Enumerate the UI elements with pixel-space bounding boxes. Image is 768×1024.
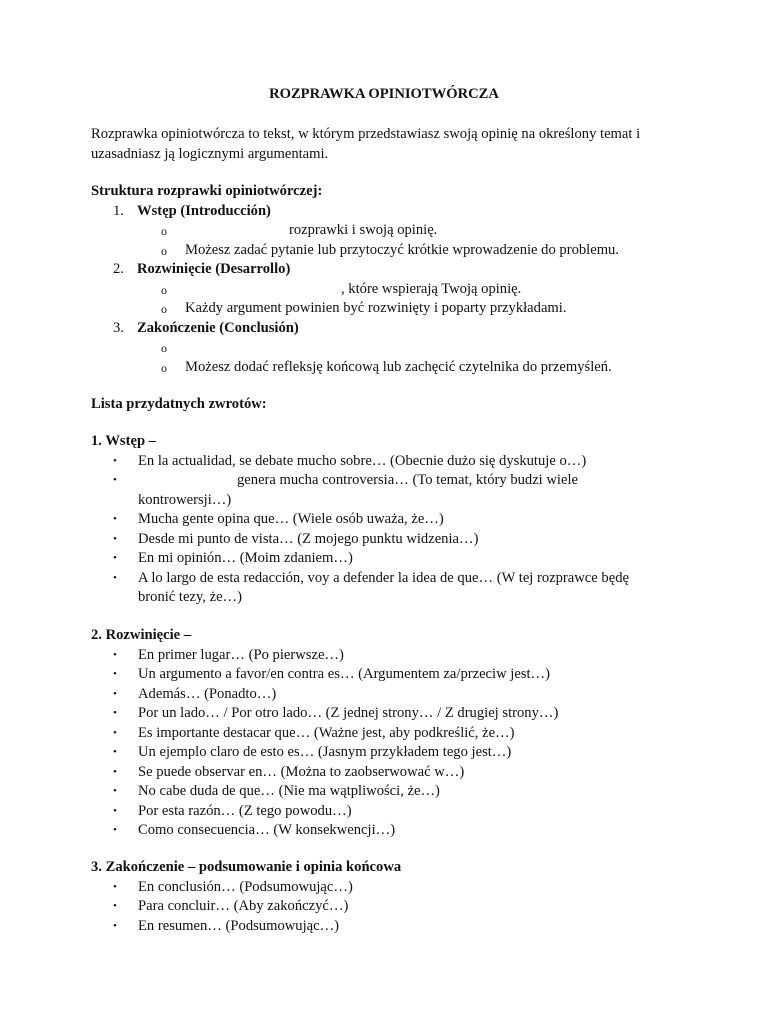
sub-marker: o	[161, 282, 167, 297]
bullet: •	[113, 900, 117, 912]
phrase-item	[91, 549, 691, 569]
intro-line-2: uzasadniasz ją logicznymi argumentami.	[91, 146, 329, 162]
phrase-item	[91, 878, 691, 898]
section-heading: 2. Rozwinięcie –	[91, 627, 192, 643]
section-heading: 1. Wstęp –	[91, 433, 157, 449]
structure-item-3	[91, 319, 691, 339]
phrase-text: Además… (Ponadto…)	[138, 685, 277, 702]
phrase-text: En resumen… (Podsumowując…)	[138, 917, 340, 934]
phrase-text: Desde mi punto de vista… (Z mojego punktu widzenia…)	[138, 530, 479, 547]
structure-item-3-sub-2	[91, 358, 691, 378]
section-heading: 3. Zakończenie – podsumowanie i opinia końcowa	[91, 859, 402, 875]
sub-text: , które wspierają Twoją opinię.	[341, 280, 522, 297]
phrase-item	[91, 802, 691, 822]
phrase-text-continued: bronić tezy, że…)	[138, 589, 242, 605]
section-conclusion	[91, 858, 691, 936]
item-number: 1.	[113, 202, 124, 219]
sub-marker: o	[161, 243, 167, 258]
item-number: 3.	[113, 319, 124, 336]
phrase-item	[91, 569, 691, 608]
phrase-text: En conclusión… (Podsumowując…)	[138, 878, 353, 895]
item-label: Rozwinięcie (Desarrollo)	[137, 261, 291, 277]
section-body	[91, 626, 691, 841]
phrase-text: En primer lugar… (Po pierwsze…)	[138, 646, 344, 663]
phrase-item	[91, 917, 691, 937]
bullet: •	[113, 707, 117, 719]
bullet: •	[113, 532, 117, 545]
phrase-text: Un ejemplo claro de esto es… (Jasnym przykładem tego jest…)	[138, 744, 512, 760]
bullet: •	[113, 785, 117, 797]
phrase-text: Por esta razón… (Z tego powodu…)	[138, 802, 352, 819]
document-title: ROZPRAWKA OPINIOTWÓRCZA	[269, 86, 499, 102]
bullet: •	[113, 474, 117, 486]
phrase-item	[91, 471, 691, 510]
sub-marker: o	[161, 341, 167, 355]
bullet: •	[113, 824, 117, 836]
structure-item-1-sub-2	[91, 241, 691, 261]
item-number: 2.	[113, 261, 124, 277]
phrase-text: genera mucha controversia… (To temat, który budzi wiele	[237, 472, 578, 488]
bullet: •	[113, 880, 117, 893]
bullet: •	[113, 648, 117, 661]
phrase-text: En la actualidad, se debate mucho sobre… (Obecnie dużo się dyskutuje o…)	[138, 452, 587, 469]
bullet: •	[113, 804, 117, 817]
phrase-text: A lo largo de esta redacción, voy a defender la idea de que… (W tej rozprawce będę	[138, 569, 629, 586]
phrase-item	[91, 646, 691, 666]
phrase-item	[91, 530, 691, 550]
sub-text: Każdy argument powinien być rozwinięty i poparty przykładami.	[185, 300, 567, 316]
structure-heading: Struktura rozprawki opiniotwórczej:	[91, 183, 323, 199]
sub-text: rozprawki i swoją opinię.	[289, 222, 438, 238]
bullet: •	[113, 454, 117, 467]
phrase-text: Se puede observar en… (Można to zaobserwować w…)	[138, 763, 465, 780]
bullet: •	[113, 552, 117, 564]
phrase-item	[91, 685, 691, 705]
phrase-item	[91, 897, 691, 917]
structure-item-1-sub-1	[91, 221, 691, 241]
phrase-item	[91, 665, 691, 685]
phrase-item	[91, 452, 691, 472]
phrase-item	[91, 743, 691, 763]
sub-text: Możesz zadać pytanie lub przytoczyć krótkie wprowadzenie do problemu.	[185, 241, 619, 258]
bullet: •	[113, 919, 117, 932]
phrase-text: En mi opinión… (Moim zdaniem…)	[138, 550, 353, 566]
item-label: Zakończenie (Conclusión)	[137, 319, 299, 336]
section-intro	[91, 432, 691, 608]
phrases-heading: Lista przydatnych zwrotów:	[91, 396, 267, 412]
structure-item-2-sub-2	[91, 299, 691, 319]
phrase-text: Como consecuencia… (W konsekwencji…)	[138, 822, 396, 838]
bullet: •	[113, 726, 117, 739]
bullet: •	[113, 513, 117, 525]
phrase-item	[91, 724, 691, 744]
item-label: Wstęp (Introducción)	[137, 202, 271, 219]
bullet: •	[113, 571, 117, 584]
bullet: •	[113, 687, 117, 700]
structure-item-2	[91, 260, 691, 280]
intro-line-1: Rozprawka opiniotwórcza to tekst, w którym przedstawiasz swoją opinię na określony temat i	[91, 126, 641, 142]
phrase-text: Para concluir… (Aby zakończyć…)	[138, 898, 349, 914]
phrase-text-continued: kontrowersji…)	[138, 491, 232, 508]
intro-paragraph	[91, 124, 691, 164]
phrase-text: No cabe duda de que… (Nie ma wątpliwości, że…)	[138, 783, 440, 799]
sub-marker: o	[161, 302, 167, 316]
phrase-item	[91, 821, 691, 841]
structure-item-2-sub-1	[91, 280, 691, 300]
phrase-text: Mucha gente opina que… (Wiele osób uważa, że…)	[138, 511, 444, 527]
structure-item-3-sub-1	[91, 338, 691, 358]
bullet: •	[113, 765, 117, 778]
sub-marker: o	[161, 224, 167, 238]
phrase-item	[91, 704, 691, 724]
phrase-item	[91, 763, 691, 783]
phrase-item	[91, 782, 691, 802]
bullet: •	[113, 668, 117, 680]
phrase-text: Un argumento a favor/en contra es… (Argumentem za/przeciw jest…)	[138, 666, 550, 682]
sub-text: Możesz dodać refleksję końcową lub zachęcić czytelnika do przemyśleń.	[185, 358, 612, 375]
phrase-text: Es importante destacar que… (Ważne jest, aby podkreślić, że…)	[138, 724, 515, 741]
structure-item-1	[91, 202, 691, 222]
structure-section	[91, 182, 691, 377]
phrase-text: Por un lado… / Por otro lado… (Z jednej strony… / Z drugiej strony…)	[138, 705, 559, 721]
bullet: •	[113, 746, 117, 758]
phrases-heading-block	[91, 395, 691, 415]
phrase-item	[91, 510, 691, 530]
sub-marker: o	[161, 360, 167, 375]
